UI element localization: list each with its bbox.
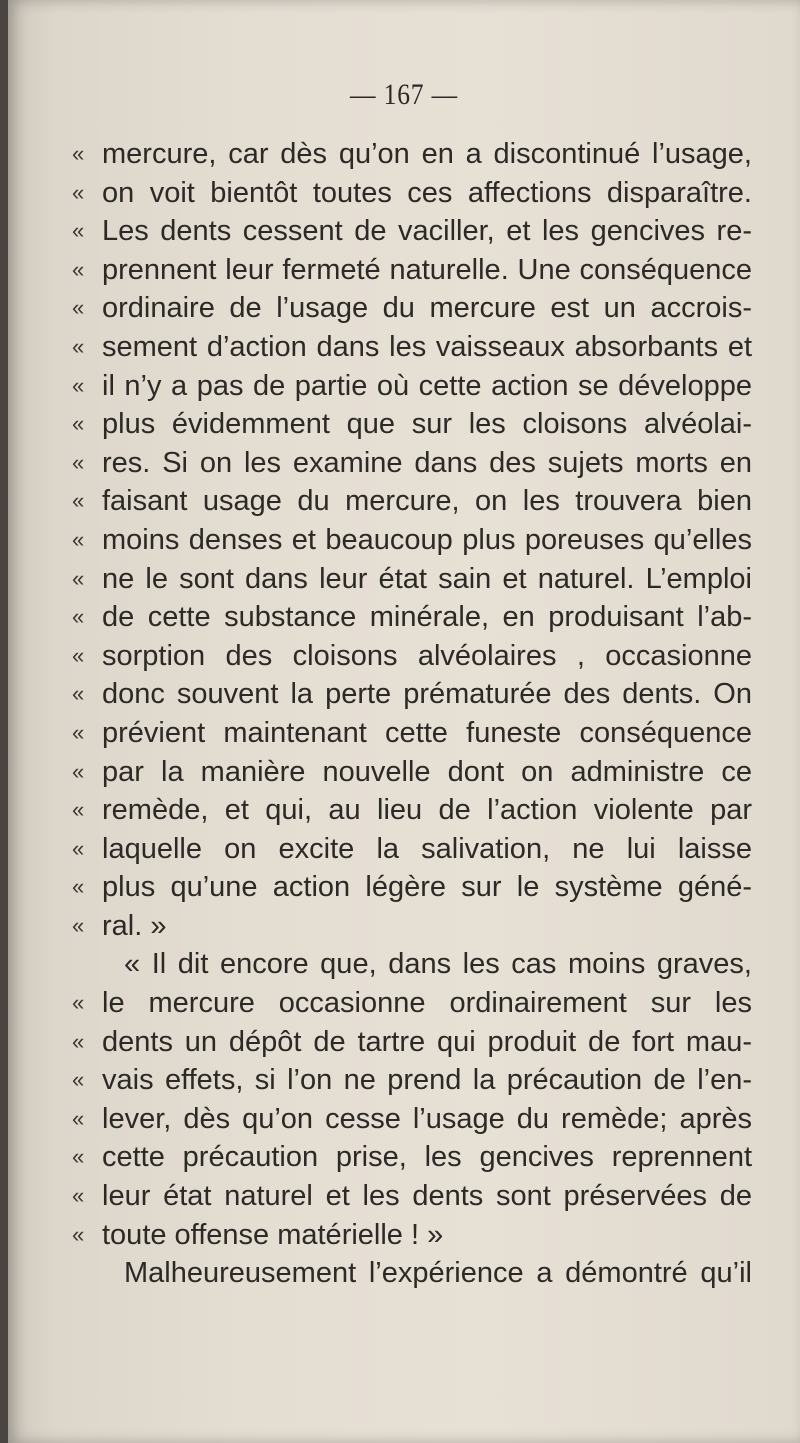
line-text: mercure, car dès qu’on en a discontinué l’usage, <box>102 138 752 170</box>
paragraph-start-line <box>72 945 752 984</box>
text-line <box>72 753 752 792</box>
quote-mark: « <box>72 372 85 398</box>
line-text: res. Si on les examine dans des sujets morts en <box>102 446 752 479</box>
line-text: faisant usage du mercure, on les trouvera bien <box>102 485 752 518</box>
quote-mark: « <box>72 912 85 938</box>
quote-mark: « <box>72 256 85 282</box>
quote-mark: « <box>72 681 85 707</box>
page-number: — 167 — <box>350 78 458 111</box>
line-text: par la manière nouvelle dont on administre ce <box>102 755 752 788</box>
line-text: dents un dépôt de tartre qui produit de fort mau- <box>102 1025 752 1058</box>
line-text: prévient maintenant cette funeste conséquence <box>102 716 752 749</box>
quote-mark: « <box>72 1067 85 1093</box>
quote-mark: « <box>72 797 85 823</box>
line-text: prennent leur fermeté naturelle. Une conséquence <box>102 253 752 286</box>
text-line <box>72 675 752 714</box>
text-line <box>72 135 752 174</box>
line-text: lever, dès qu’on cesse l’usage du remède; après <box>102 1102 752 1135</box>
text-line <box>72 328 752 367</box>
text-line <box>72 289 752 328</box>
quote-mark: « <box>72 604 85 630</box>
line-text: cette précaution prise, les gencives reprennent <box>102 1141 752 1174</box>
line-text: moins denses et beaucoup plus poreuses qu’elles <box>102 523 752 556</box>
line-text: il n’y a pas de partie où cette action se développe <box>102 369 752 402</box>
line-text: ral. » <box>102 909 167 942</box>
line-text: « Il dit encore que, dans les cas moins graves, <box>124 948 752 981</box>
line-text: ordinaire de l’usage du mercure est un accrois- <box>102 292 752 325</box>
quote-mark: « <box>72 1105 85 1131</box>
line-text: le mercure occasionne ordinairement sur les <box>102 987 752 1020</box>
quote-mark: « <box>72 990 85 1016</box>
quote-mark: « <box>72 295 85 321</box>
line-text: leur état naturel et les dents sont préservées de <box>102 1180 752 1213</box>
text-line <box>72 174 752 213</box>
quote-mark: « <box>72 758 85 784</box>
quote-mark: « <box>72 333 85 359</box>
text-line <box>72 714 752 753</box>
text-line <box>72 1100 752 1139</box>
text-line <box>72 560 752 599</box>
text-line <box>72 482 752 521</box>
line-text: donc souvent la perte prématurée des dents. On <box>102 678 752 711</box>
text-line <box>72 637 752 676</box>
text-line <box>72 212 752 251</box>
quote-mark: « <box>72 411 85 437</box>
body-text <box>72 135 752 1293</box>
quote-mark: « <box>72 1144 85 1170</box>
text-line <box>72 830 752 869</box>
quote-mark: « <box>72 179 85 205</box>
line-text: laquelle on excite la salivation, ne lui laisse <box>102 832 752 865</box>
paragraph-start-line <box>72 1254 752 1293</box>
line-text: on voit bientôt toutes ces affections disparaître. <box>102 176 752 209</box>
text-line <box>72 1023 752 1062</box>
quote-mark: « <box>72 565 85 591</box>
text-line <box>72 405 752 444</box>
quote-mark: « <box>72 218 85 244</box>
line-text: plus qu’une action légère sur le système géné- <box>102 871 752 904</box>
text-line <box>72 907 752 946</box>
quote-mark: « <box>72 1028 85 1054</box>
text-line <box>72 521 752 560</box>
text-line <box>72 1138 752 1177</box>
line-text: Malheureusement l’expérience a démontré qu’il <box>124 1257 752 1290</box>
quote-mark: « <box>72 141 85 166</box>
line-text: vais effets, si l’on ne prend la précaution de l’en- <box>102 1064 752 1097</box>
line-text: toute offense matérielle ! » <box>102 1218 444 1251</box>
quote-mark: « <box>72 449 85 475</box>
quote-mark: « <box>72 874 85 900</box>
text-line <box>72 1177 752 1216</box>
line-text: plus évidemment que sur les cloisons alvéolai- <box>102 408 752 441</box>
text-line <box>72 1216 752 1255</box>
text-line <box>72 444 752 483</box>
line-text: sorption des cloisons alvéolaires , occasionne <box>102 639 752 672</box>
line-text: ne le sont dans leur état sain et naturel. L’emploi <box>102 562 752 595</box>
quote-mark: « <box>72 835 85 861</box>
quote-mark: « <box>72 1221 85 1247</box>
line-text: de cette substance minérale, en produisant l’ab- <box>102 601 752 634</box>
quote-mark: « <box>72 526 85 552</box>
text-line <box>72 1061 752 1100</box>
text-line <box>72 791 752 830</box>
text-line <box>72 251 752 290</box>
text-line <box>72 868 752 907</box>
line-text: sement d’action dans les vaisseaux absorbants et <box>102 330 752 363</box>
line-text: Les dents cessent de vaciller, et les gencives re- <box>102 215 752 248</box>
quote-mark: « <box>72 642 85 668</box>
book-page <box>8 0 800 1443</box>
quote-mark: « <box>72 488 85 514</box>
text-line <box>72 598 752 637</box>
text-line <box>72 984 752 1023</box>
quote-mark: « <box>72 719 85 745</box>
text-line <box>72 367 752 406</box>
quote-mark: « <box>72 1183 85 1209</box>
line-text: remède, et qui, au lieu de l’action violente par <box>102 794 752 827</box>
